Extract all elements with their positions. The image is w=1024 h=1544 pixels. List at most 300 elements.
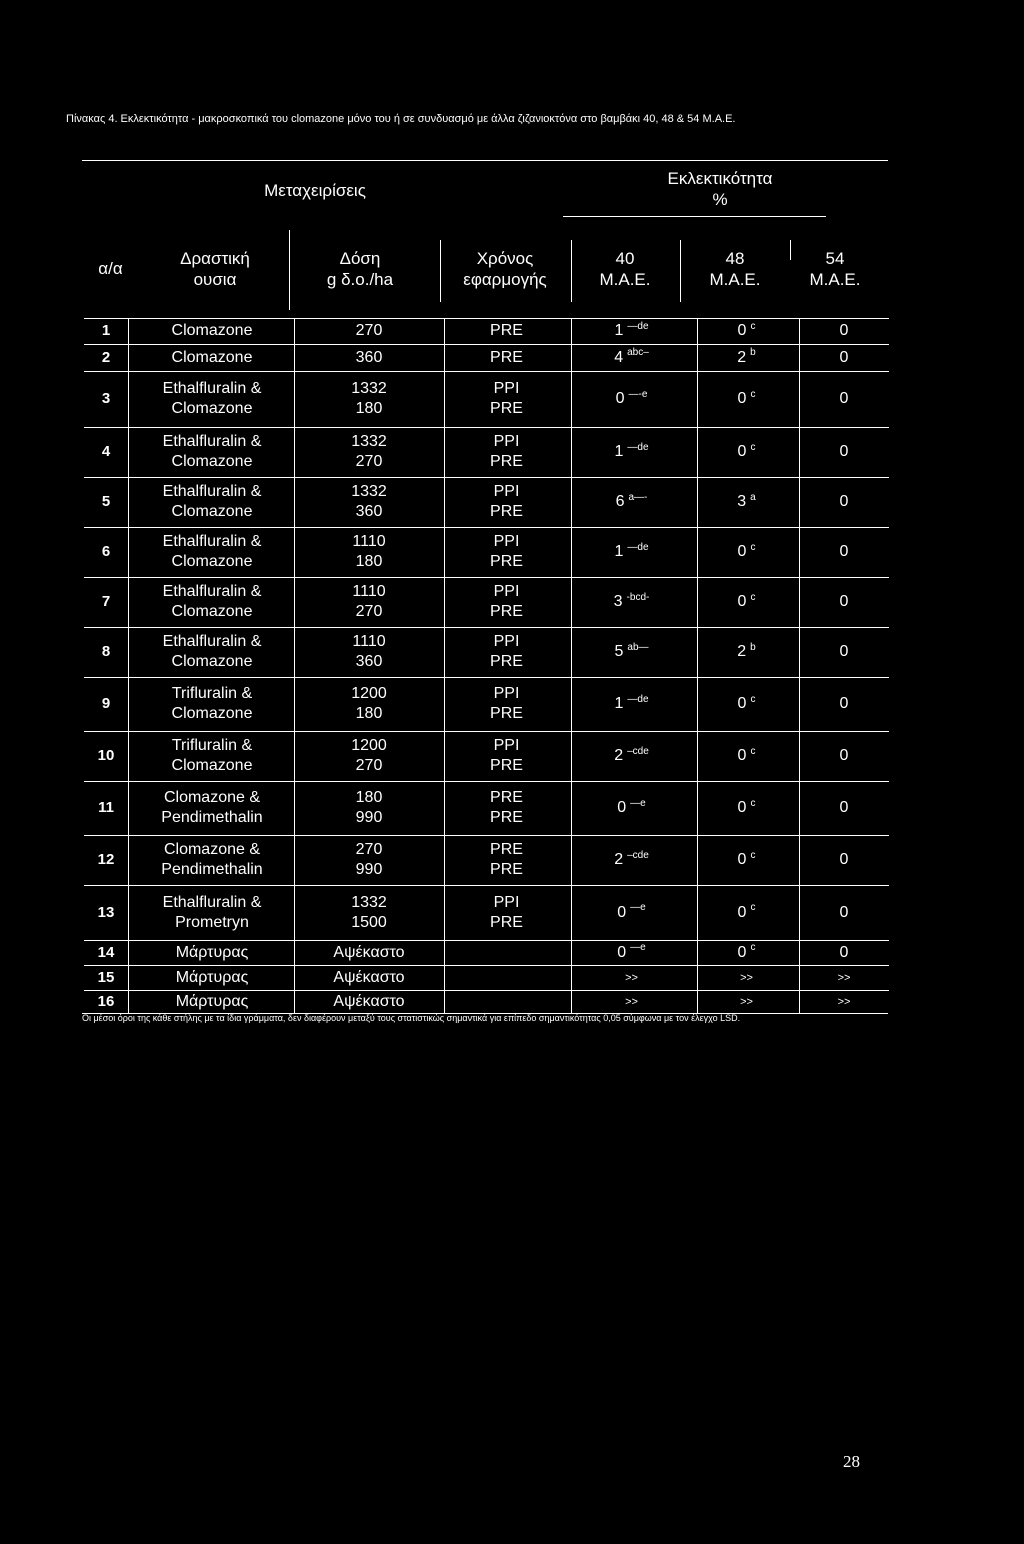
footnote: Οι μέσοι όροι της κάθε στήλης με τα ίδια γράμματα, δεν διαφέρουν μεταξύ τους στατιστικώς σημαντικά για επίπεδο σημαντικότητας 0,05 σύμφωνα με τον έλεγχο LSD. bbox=[82, 1013, 741, 1023]
cell-value: 2 bbox=[737, 348, 747, 366]
cell-v40 bbox=[569, 731, 694, 781]
cell-dose-line2: 270 bbox=[355, 757, 383, 774]
header-divider bbox=[440, 240, 441, 302]
cell-value-wrap bbox=[799, 492, 889, 512]
cell-value: 0 bbox=[839, 322, 849, 339]
cell-value-wrap bbox=[694, 348, 799, 368]
header-divider bbox=[571, 240, 572, 302]
cell-dose bbox=[294, 781, 444, 835]
cell-no: 9 bbox=[101, 695, 111, 712]
cell-substance bbox=[136, 731, 288, 781]
cell-dose bbox=[294, 371, 444, 427]
cell-time-line1: PPI bbox=[493, 893, 520, 911]
cell-value-wrap bbox=[694, 321, 799, 341]
cell-time-line2: PRE bbox=[490, 913, 523, 931]
significance-group: c bbox=[750, 902, 756, 914]
cell-dose-line2: 360 bbox=[355, 503, 383, 520]
cell-value-wrap bbox=[569, 442, 694, 462]
cell-value-wrap bbox=[799, 348, 889, 368]
cell-substance-line2: Clomazone bbox=[171, 553, 253, 570]
cell-v54 bbox=[799, 990, 889, 1013]
cell-v54 bbox=[799, 577, 889, 627]
significance-group: —de bbox=[627, 320, 649, 332]
column-divider bbox=[128, 781, 129, 835]
cell-value: 0 bbox=[839, 695, 849, 712]
cell-substance bbox=[136, 835, 288, 885]
cell-value: 0 bbox=[839, 799, 849, 816]
cell-value-wrap bbox=[799, 903, 889, 923]
column-divider bbox=[128, 371, 129, 427]
cell-value: 0 bbox=[617, 943, 627, 961]
header-selectivity-unit: % bbox=[712, 190, 728, 209]
cell-value: >> bbox=[625, 995, 638, 1008]
cell-substance-line2: Prometryn bbox=[175, 913, 249, 931]
cell-substance bbox=[136, 527, 288, 577]
cell-value: 0 bbox=[737, 695, 747, 712]
cell-value-wrap bbox=[569, 746, 694, 766]
significance-group: —de bbox=[627, 693, 649, 705]
page-number: 28 bbox=[843, 1452, 860, 1471]
cell-substance bbox=[136, 477, 288, 527]
cell-v54 bbox=[799, 627, 889, 677]
cell-v40 bbox=[569, 677, 694, 731]
cell-value-wrap bbox=[569, 903, 694, 923]
cell-dose-line1: 1110 bbox=[352, 583, 386, 600]
cell-v54 bbox=[799, 427, 889, 477]
cell-time bbox=[444, 940, 569, 965]
cell-value-wrap bbox=[569, 492, 694, 512]
cell-value: >> bbox=[837, 971, 851, 984]
cell-substance-line1: Ethalfluralin & bbox=[162, 893, 262, 911]
cell-value: 2 bbox=[737, 643, 747, 660]
cell-value-wrap bbox=[569, 694, 694, 714]
significance-group: b bbox=[750, 347, 756, 359]
cell-value: 1 bbox=[614, 443, 624, 460]
significance-group: c bbox=[750, 388, 756, 400]
cell-value: >> bbox=[740, 995, 753, 1008]
cell-dose bbox=[294, 965, 444, 990]
cell-dose bbox=[294, 318, 444, 344]
table-row bbox=[84, 344, 889, 371]
table-row bbox=[84, 527, 889, 577]
column-divider bbox=[128, 731, 129, 781]
column-divider bbox=[128, 835, 129, 885]
cell-value-wrap bbox=[569, 542, 694, 562]
cell-no: 4 bbox=[101, 443, 111, 460]
cell-substance-line1: Trifluralin & bbox=[171, 737, 253, 754]
cell-value-wrap bbox=[799, 694, 889, 714]
cell-time bbox=[444, 781, 569, 835]
cell-value-wrap bbox=[694, 442, 799, 462]
cell-dose-line2: 990 bbox=[355, 809, 383, 826]
cell-no: 6 bbox=[101, 543, 111, 560]
cell-v54 bbox=[799, 344, 889, 371]
header-col-time-line2: εφαρμογής bbox=[463, 270, 547, 289]
cell-value: 0 bbox=[617, 799, 627, 816]
cell-substance-line1: Clomazone & bbox=[163, 841, 261, 858]
header-col-dose-line2: g δ.ο./ha bbox=[326, 270, 394, 289]
cell-value: 0 bbox=[737, 851, 747, 868]
cell-substance-line1: Ethalfluralin & bbox=[162, 433, 262, 450]
cell-time-line1: PPI bbox=[493, 380, 520, 397]
cell-time-line1: PRE bbox=[490, 841, 523, 858]
cell-v48 bbox=[694, 477, 799, 527]
cell-dose bbox=[294, 835, 444, 885]
cell-value: 3 bbox=[737, 493, 747, 510]
cell-value-wrap bbox=[799, 798, 889, 818]
cell-time bbox=[444, 344, 569, 371]
significance-group: c bbox=[750, 693, 756, 705]
cell-substance-line2: Clomazone bbox=[171, 705, 253, 722]
table-row bbox=[84, 940, 889, 965]
cell-time bbox=[444, 427, 569, 477]
cell-value: >> bbox=[625, 971, 638, 984]
cell-time-line2: PRE bbox=[490, 809, 523, 826]
header-col-substance-line1: Δραστική bbox=[180, 249, 250, 268]
header-divider bbox=[790, 240, 791, 260]
cell-time-line2: PRE bbox=[490, 653, 523, 670]
header-col-54-line1: 54 bbox=[825, 249, 845, 268]
cell-dose-line1: 1110 bbox=[352, 633, 386, 650]
cell-substance bbox=[136, 627, 288, 677]
column-divider bbox=[128, 318, 129, 344]
cell-value: 0 bbox=[839, 348, 849, 366]
significance-group: c bbox=[750, 797, 756, 809]
header-divider bbox=[680, 240, 681, 302]
cell-dose-line1: 1200 bbox=[351, 737, 387, 754]
cell-v40 bbox=[569, 781, 694, 835]
cell-dose-line1: 180 bbox=[355, 789, 383, 806]
table-row bbox=[84, 677, 889, 731]
cell-dose bbox=[294, 990, 444, 1013]
header-col-substance-line2: ουσια bbox=[193, 270, 237, 289]
cell-v48 bbox=[694, 835, 799, 885]
significance-group: a—- bbox=[628, 491, 648, 503]
table-row bbox=[84, 627, 889, 677]
cell-v40 bbox=[569, 835, 694, 885]
table-row bbox=[84, 477, 889, 527]
cell-substance-line1: Ethalfluralin & bbox=[162, 380, 262, 397]
cell-value: 0 bbox=[839, 643, 849, 660]
cell-substance-line2: Clomazone bbox=[171, 400, 253, 417]
cell-v40 bbox=[569, 990, 694, 1013]
cell-dose-line1: 1200 bbox=[351, 685, 387, 702]
cell-value: 0 bbox=[839, 390, 849, 407]
significance-group: —de bbox=[627, 541, 649, 553]
cell-time-line2: PRE bbox=[490, 503, 523, 520]
column-divider bbox=[128, 627, 129, 677]
cell-time-line1: PPI bbox=[493, 633, 520, 650]
cell-value: >> bbox=[837, 995, 851, 1008]
cell-v54 bbox=[799, 731, 889, 781]
cell-dose bbox=[294, 344, 444, 371]
cell-dose-line1: 1332 bbox=[351, 433, 387, 450]
cell-v54 bbox=[799, 677, 889, 731]
cell-value-wrap bbox=[569, 642, 694, 662]
cell-substance-line2: Clomazone bbox=[171, 653, 253, 670]
cell-substance-line1: Trifluralin & bbox=[171, 685, 253, 702]
cell-value: 0 bbox=[737, 443, 747, 460]
cell-value-wrap bbox=[694, 389, 799, 409]
header-col-dose bbox=[295, 248, 425, 290]
cell-dose-line2: 990 bbox=[355, 861, 383, 878]
cell-time-line2: PRE bbox=[490, 553, 523, 570]
cell-dose bbox=[294, 577, 444, 627]
table-row bbox=[84, 427, 889, 477]
cell-time-line1: PPI bbox=[493, 433, 520, 450]
cell-v40 bbox=[569, 527, 694, 577]
cell-time bbox=[444, 371, 569, 427]
cell-substance-line1: Μάρτυρας bbox=[175, 968, 249, 986]
cell-dose-line2: 270 bbox=[355, 453, 383, 470]
header-selectivity bbox=[640, 168, 800, 210]
significance-group: b bbox=[750, 641, 756, 653]
cell-value-wrap bbox=[569, 592, 694, 612]
table-row bbox=[84, 990, 889, 1013]
cell-v54 bbox=[799, 835, 889, 885]
cell-time bbox=[444, 527, 569, 577]
cell-time bbox=[444, 965, 569, 990]
cell-dose-line1: 1332 bbox=[351, 893, 387, 911]
cell-value-wrap bbox=[569, 850, 694, 870]
cell-v54 bbox=[799, 371, 889, 427]
cell-substance bbox=[136, 940, 288, 965]
table-row bbox=[84, 731, 889, 781]
cell-value-wrap bbox=[694, 492, 799, 512]
cell-value-wrap bbox=[799, 442, 889, 462]
header-treatments: Μεταχειρίσεις bbox=[264, 181, 366, 200]
cell-value-wrap bbox=[694, 592, 799, 612]
column-divider bbox=[128, 990, 129, 1013]
cell-v40 bbox=[569, 344, 694, 371]
column-divider bbox=[128, 965, 129, 990]
header-col-40 bbox=[575, 248, 675, 290]
cell-dose bbox=[294, 477, 444, 527]
cell-value-wrap bbox=[799, 968, 889, 988]
cell-v40 bbox=[569, 885, 694, 940]
header-col-48-line2: Μ.Α.Ε. bbox=[709, 270, 761, 289]
significance-group: c bbox=[750, 849, 756, 861]
cell-value-wrap bbox=[799, 642, 889, 662]
cell-v54 bbox=[799, 885, 889, 940]
cell-value: 0 bbox=[737, 593, 747, 610]
cell-substance-line1: Clomazone & bbox=[163, 789, 261, 806]
cell-time-line1: PPI bbox=[493, 583, 520, 600]
cell-dose-line1: 270 bbox=[355, 841, 383, 858]
cell-substance bbox=[136, 344, 288, 371]
cell-v54 bbox=[799, 527, 889, 577]
cell-time-line1: PRE bbox=[490, 348, 523, 366]
cell-time bbox=[444, 477, 569, 527]
cell-value-wrap bbox=[799, 389, 889, 409]
cell-dose bbox=[294, 731, 444, 781]
header-col-substance bbox=[150, 248, 280, 290]
cell-dose-line1: Αψέκαστο bbox=[333, 943, 405, 961]
header-col-40-line1: 40 bbox=[615, 249, 635, 268]
significance-group: —e bbox=[630, 942, 646, 954]
cell-value: 0 bbox=[839, 851, 849, 868]
cell-time-line1: PRE bbox=[490, 789, 523, 806]
cell-value-wrap bbox=[694, 798, 799, 818]
cell-substance-line1: Ethalfluralin & bbox=[162, 583, 262, 600]
significance-group: —e bbox=[630, 797, 646, 809]
cell-v48 bbox=[694, 990, 799, 1013]
header-col-no: α/α bbox=[98, 259, 123, 278]
cell-dose-line2: 270 bbox=[355, 603, 383, 620]
cell-v40 bbox=[569, 965, 694, 990]
cell-v48 bbox=[694, 577, 799, 627]
cell-dose bbox=[294, 527, 444, 577]
cell-dose bbox=[294, 677, 444, 731]
column-divider bbox=[128, 427, 129, 477]
cell-time-line2: PRE bbox=[490, 400, 523, 417]
cell-value: 0 bbox=[737, 322, 747, 339]
cell-v48 bbox=[694, 344, 799, 371]
header-col-54-line2: Μ.Α.Ε. bbox=[809, 270, 861, 289]
cell-dose bbox=[294, 885, 444, 940]
cell-value: 1 bbox=[614, 695, 624, 712]
cell-time-line2: PRE bbox=[490, 453, 523, 470]
cell-time-line2: PRE bbox=[490, 603, 523, 620]
significance-group: —de bbox=[627, 441, 649, 453]
cell-value-wrap bbox=[569, 943, 694, 963]
cell-substance-line1: Ethalfluralin & bbox=[162, 633, 262, 650]
cell-value: 0 bbox=[839, 593, 849, 610]
significance-group: c bbox=[750, 320, 756, 332]
cell-value: 0 bbox=[839, 443, 849, 460]
cell-v40 bbox=[569, 627, 694, 677]
cell-value-wrap bbox=[799, 592, 889, 612]
cell-time-line2: PRE bbox=[490, 861, 523, 878]
cell-no: 14 bbox=[97, 943, 115, 961]
cell-value-wrap bbox=[694, 542, 799, 562]
cell-value: 0 bbox=[839, 747, 849, 764]
cell-value: 4 bbox=[614, 348, 624, 366]
cell-time-line1: PPI bbox=[493, 533, 520, 550]
column-divider bbox=[128, 477, 129, 527]
cell-v54 bbox=[799, 965, 889, 990]
cell-value-wrap bbox=[694, 903, 799, 923]
cell-v54 bbox=[799, 940, 889, 965]
cell-value: 0 bbox=[737, 799, 747, 816]
header-col-dose-line1: Δόση bbox=[339, 249, 381, 268]
cell-dose-line2: 180 bbox=[355, 400, 383, 417]
cell-time bbox=[444, 885, 569, 940]
cell-dose-line2: 1500 bbox=[351, 913, 387, 931]
significance-group: c bbox=[750, 942, 756, 954]
column-divider bbox=[128, 677, 129, 731]
cell-value-wrap bbox=[694, 992, 799, 1012]
cell-time bbox=[444, 835, 569, 885]
cell-dose-line1: 1332 bbox=[351, 380, 387, 397]
cell-no: 10 bbox=[97, 747, 115, 764]
cell-v40 bbox=[569, 371, 694, 427]
cell-value-wrap bbox=[694, 943, 799, 963]
cell-v48 bbox=[694, 627, 799, 677]
significance-group: c bbox=[750, 745, 756, 757]
cell-value-wrap bbox=[569, 389, 694, 409]
cell-value: 0 bbox=[737, 390, 747, 407]
table-row bbox=[84, 318, 889, 344]
cell-v48 bbox=[694, 731, 799, 781]
significance-group: –cde bbox=[627, 745, 649, 757]
header-col-time bbox=[445, 248, 565, 290]
cell-value-wrap bbox=[694, 642, 799, 662]
cell-time bbox=[444, 677, 569, 731]
cell-v54 bbox=[799, 318, 889, 344]
cell-substance bbox=[136, 781, 288, 835]
cell-substance-line2: Pendimethalin bbox=[161, 809, 263, 826]
column-divider bbox=[128, 527, 129, 577]
cell-value: 2 bbox=[614, 851, 624, 868]
cell-no: 3 bbox=[101, 390, 111, 407]
cell-v40 bbox=[569, 577, 694, 627]
cell-dose-line1: 1332 bbox=[351, 483, 387, 500]
cell-no: 11 bbox=[98, 799, 114, 816]
cell-time-line1: PPI bbox=[493, 685, 520, 702]
cell-substance-line1: Μάρτυρας bbox=[175, 943, 249, 961]
cell-v54 bbox=[799, 781, 889, 835]
cell-substance-line2: Clomazone bbox=[171, 603, 253, 620]
cell-no: 2 bbox=[101, 348, 111, 366]
cell-no: 13 bbox=[97, 903, 115, 921]
cell-substance-line1: Ethalfluralin & bbox=[162, 533, 262, 550]
header-col-48 bbox=[685, 248, 785, 290]
cell-value-wrap bbox=[569, 968, 694, 988]
cell-v40 bbox=[569, 318, 694, 344]
cell-v40 bbox=[569, 477, 694, 527]
cell-value: 2 bbox=[614, 747, 624, 764]
cell-substance-line2: Clomazone bbox=[171, 453, 253, 470]
cell-value: 0 bbox=[839, 543, 849, 560]
cell-no: 16 bbox=[97, 992, 115, 1010]
cell-value: 3 bbox=[613, 593, 623, 610]
cell-substance-line2: Clomazone bbox=[171, 503, 253, 520]
cell-v54 bbox=[799, 477, 889, 527]
cell-value-wrap bbox=[799, 992, 889, 1012]
cell-value: 0 bbox=[839, 943, 849, 961]
column-divider bbox=[128, 577, 129, 627]
header-col-40-line2: Μ.Α.Ε. bbox=[599, 270, 651, 289]
cell-value: 0 bbox=[737, 543, 747, 560]
cell-v48 bbox=[694, 527, 799, 577]
cell-dose bbox=[294, 940, 444, 965]
cell-value-wrap bbox=[569, 348, 694, 368]
significance-group: ab— bbox=[627, 641, 649, 653]
cell-v40 bbox=[569, 427, 694, 477]
cell-substance bbox=[136, 677, 288, 731]
cell-substance-line1: Clomazone bbox=[171, 322, 253, 339]
cell-no: 8 bbox=[101, 643, 111, 660]
cell-time bbox=[444, 990, 569, 1013]
cell-value: 6 bbox=[615, 493, 625, 510]
significance-group: -bcd- bbox=[626, 591, 650, 603]
cell-dose bbox=[294, 427, 444, 477]
cell-substance bbox=[136, 577, 288, 627]
cell-dose-line1: 270 bbox=[355, 322, 383, 339]
cell-substance-line1: Ethalfluralin & bbox=[162, 483, 262, 500]
cell-substance-line1: Μάρτυρας bbox=[175, 992, 249, 1010]
cell-dose bbox=[294, 627, 444, 677]
significance-group: –cde bbox=[627, 849, 649, 861]
cell-v48 bbox=[694, 318, 799, 344]
cell-v48 bbox=[694, 427, 799, 477]
column-divider bbox=[128, 885, 129, 940]
header-divider bbox=[289, 230, 290, 310]
cell-substance-line1: Clomazone bbox=[171, 348, 253, 366]
cell-value-wrap bbox=[799, 542, 889, 562]
cell-value-wrap bbox=[799, 321, 889, 341]
